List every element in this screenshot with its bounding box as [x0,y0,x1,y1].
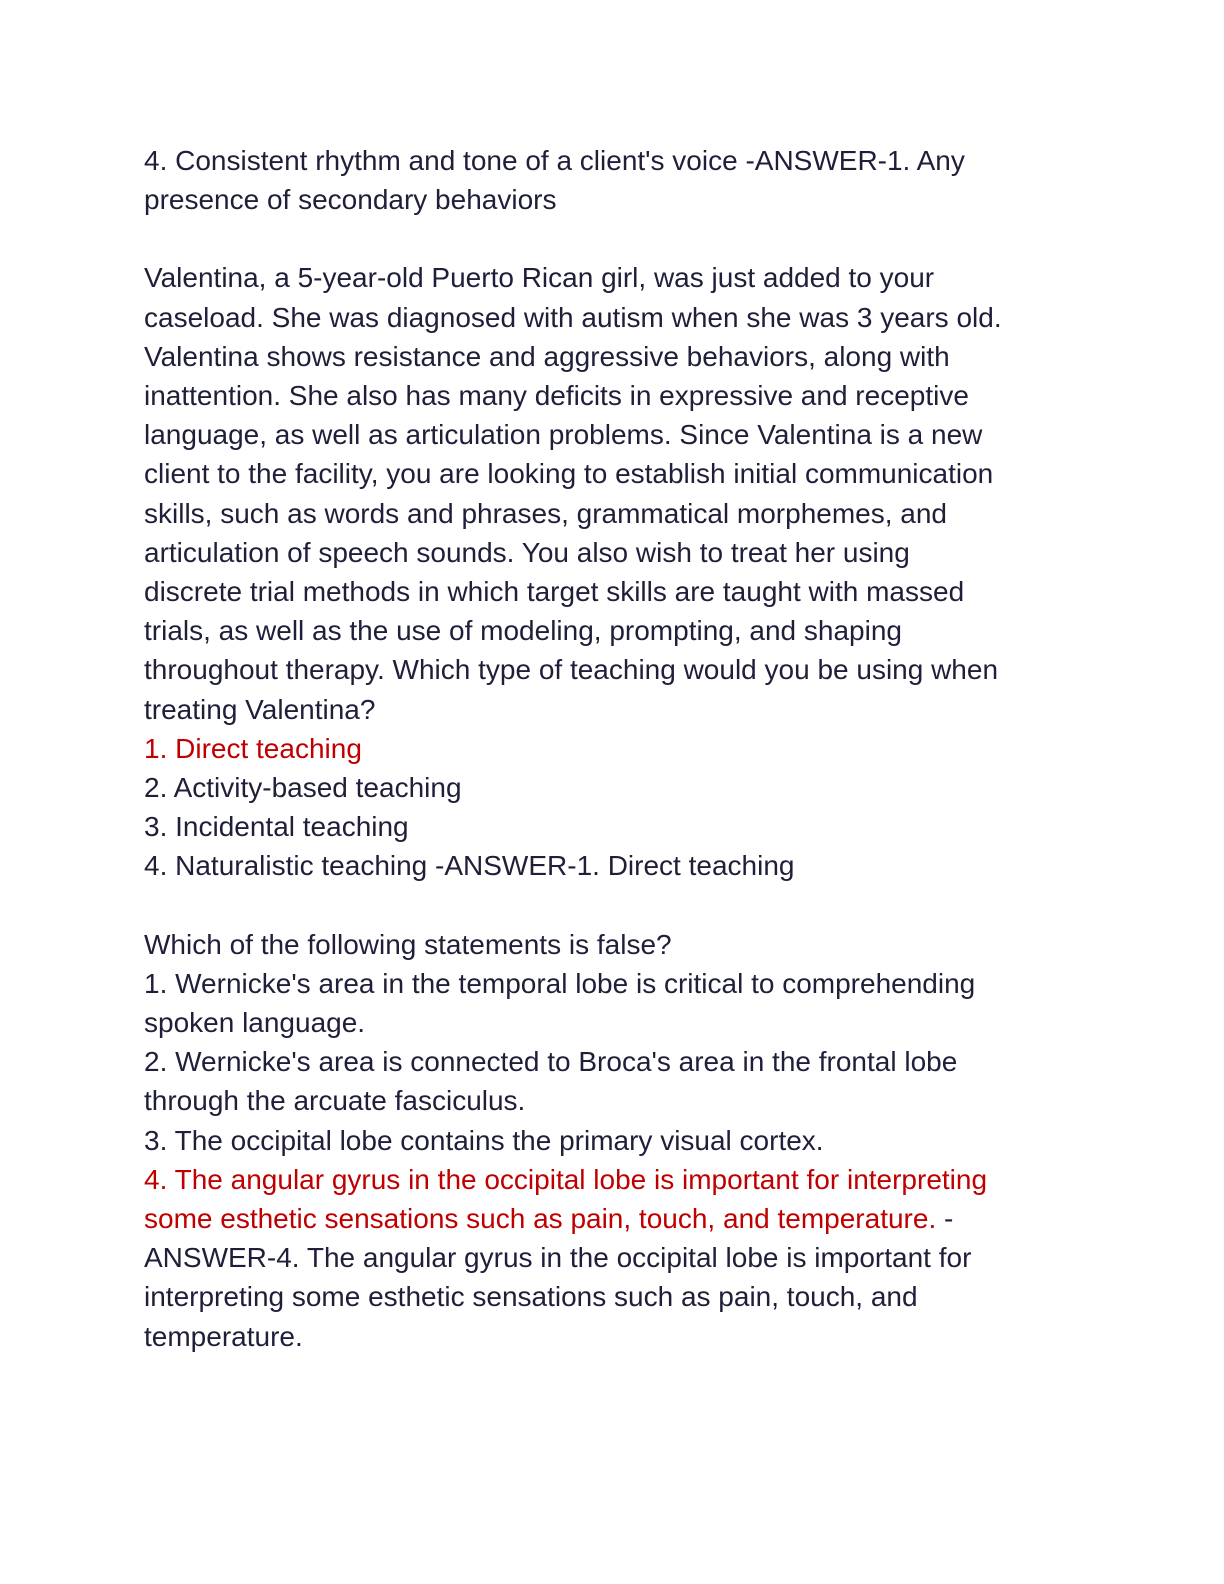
paragraph-gap [144,886,1074,925]
q2-stem-line: articulation of speech sounds. You also wish to treat her using [144,536,910,568]
q2-stem-line: client to the facility, you are looking to establish initial communication [144,458,994,490]
q2-stem-line: throughout therapy. Which type of teaching would you be using when [144,654,999,686]
q2-stem-line: Valentina, a 5-year-old Puerto Rican girl, was just added to your [144,262,935,294]
q3-option-4-correct-line-2 [144,1199,1074,1238]
q3-answer-line-1: ANSWER-4. The angular gyrus in the occipital lobe is important for [144,1242,972,1274]
q2-stem-line: caseload. She was diagnosed with autism when she was 3 years old. [144,301,1002,333]
q3-option-4-correct-line-1: 4. The angular gyrus in the occipital lobe is important for interpreting [144,1163,988,1195]
document-page [144,141,1074,1356]
q3-option-2-line-2: through the arcuate fasciculus. [144,1085,526,1117]
q2-stem-line: discrete trial methods in which target skills are taught with massed [144,576,965,608]
q3-option-1-line-2: spoken language. [144,1007,366,1039]
q3-option-3: 3. The occipital lobe contains the primary visual cortex. [144,1124,824,1156]
q2-option-4-with-answer: 4. Naturalistic teaching -ANSWER-1. Direct teaching [144,850,795,882]
question-3 [144,925,1074,1356]
q3-answer-line-3: temperature. [144,1320,303,1352]
question-1-tail [144,141,1074,219]
q3-stem: Which of the following statements is false? [144,928,672,960]
q2-stem-line: language, as well as articulation problems. Since Valentina is a new [144,419,983,451]
q3-answer-dash: - [936,1203,954,1235]
paragraph-gap [144,219,1074,258]
q2-stem-line: inattention. She also has many deficits in expressive and receptive [144,380,969,412]
q2-stem-line: trials, as well as the use of modeling, prompting, and shaping [144,615,902,647]
q2-stem-line: skills, such as words and phrases, grammatical morphemes, and [144,497,948,529]
q1-line-2: presence of secondary behaviors [144,184,557,216]
q1-line-1: 4. Consistent rhythm and tone of a client's voice -ANSWER-1. Any [144,145,965,176]
q2-option-1-correct: 1. Direct teaching [144,732,362,764]
question-2 [144,258,1074,885]
q3-answer-line-2: interpreting some esthetic sensations such as pain, touch, and [144,1281,918,1313]
q3-option-1-line-1: 1. Wernicke's area in the temporal lobe is critical to comprehending [144,967,976,999]
q3-option-2-line-1: 2. Wernicke's area is connected to Broca's area in the frontal lobe [144,1046,958,1078]
q2-stem-line: Valentina shows resistance and aggressive behaviors, along with [144,340,950,372]
q2-stem-line: treating Valentina? [144,693,376,725]
q3-option-4-correct-text: some esthetic sensations such as pain, touch, and temperature. [144,1203,937,1235]
q2-option-2: 2. Activity-based teaching [144,772,462,804]
q2-option-3: 3. Incidental teaching [144,811,409,843]
